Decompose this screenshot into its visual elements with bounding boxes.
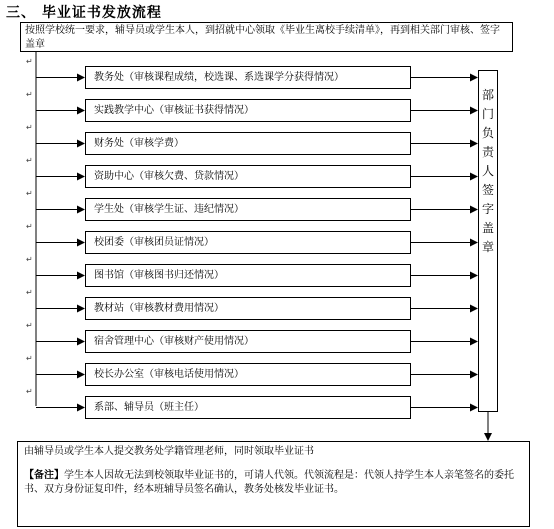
signature-char: 负 — [481, 126, 494, 140]
step-label: 系部、辅导员（班主任） — [94, 402, 204, 413]
note-label: 【备注】 — [24, 470, 64, 481]
step-label: 实践教学中心（审核证书获得情况） — [94, 105, 254, 116]
step-box — [85, 330, 411, 353]
step-box — [85, 66, 411, 89]
signature-char: 门 — [481, 107, 494, 121]
step-label: 宿舍管理中心（审核财产使用情况） — [94, 336, 254, 347]
note-paragraph — [24, 469, 523, 497]
paragraph-mark: ↵ — [26, 156, 33, 165]
step-label: 教材站（审核教材费用情况） — [94, 303, 224, 314]
step-label: 财务处（审核学费） — [94, 138, 184, 149]
step-box — [85, 297, 411, 320]
signature-char: 部 — [481, 88, 494, 102]
signature-char: 盖 — [481, 221, 494, 235]
step-box — [85, 165, 411, 188]
page-title: 三、 毕业证书发放流程 — [6, 5, 162, 21]
paragraph-mark: ↵ — [26, 90, 33, 99]
department-signature-box — [478, 70, 498, 412]
step-box — [85, 363, 411, 386]
signature-char: 责 — [481, 145, 494, 159]
step-box — [85, 264, 411, 287]
step-label: 资助中心（审核欠费、贷款情况） — [94, 171, 244, 182]
step-label: 校长办公室（审核电话使用情况） — [94, 369, 244, 380]
paragraph-mark: ↵ — [26, 321, 33, 330]
step-label: 学生处（审核学生证、违纪情况） — [94, 204, 244, 215]
step-label: 图书馆（审核图书归还情况） — [94, 270, 224, 281]
paragraph-mark: ↵ — [26, 189, 33, 198]
paragraph-mark: ↵ — [26, 255, 33, 264]
signature-char: 字 — [481, 202, 494, 216]
final-step-text: 由辅导员或学生本人提交教务处学籍管理老师，同时领取毕业证书 — [24, 446, 314, 457]
final-step-box — [17, 441, 530, 527]
step-box — [85, 396, 411, 419]
step-box — [85, 231, 411, 254]
paragraph-mark: ↵ — [26, 123, 33, 132]
signature-char: 人 — [481, 164, 494, 178]
paragraph-mark: ↵ — [26, 288, 33, 297]
step-box — [85, 132, 411, 155]
signature-char: 签 — [481, 183, 494, 197]
paragraph-mark: ↵ — [26, 222, 33, 231]
paragraph-mark: ↵ — [26, 57, 33, 66]
step-label: 校团委（审核团员证情况） — [94, 237, 214, 248]
note-text: 学生本人因故无法到校领取毕业证书的，可请人代领。代领流程是：代领人持学生本人亲笔签名的委托书、双方身份证复印件，经本班辅导员签名确认，教务处核发毕业证书。 — [24, 470, 514, 495]
step-box — [85, 198, 411, 221]
paragraph-mark: ↵ — [26, 354, 33, 363]
step-box — [85, 99, 411, 122]
start-instruction-box — [20, 22, 513, 52]
start-instruction-text: 按照学校统一要求，辅导员或学生本人，到招就中心领取《毕业生离校手续清单》，再到相关部门审核、签字盖章 — [25, 25, 500, 50]
paragraph-mark: ↵ — [26, 387, 33, 396]
signature-char: 章 — [481, 240, 494, 254]
step-label: 教务处（审核课程成绩，校选课、系选课学分获得情况） — [94, 72, 344, 83]
